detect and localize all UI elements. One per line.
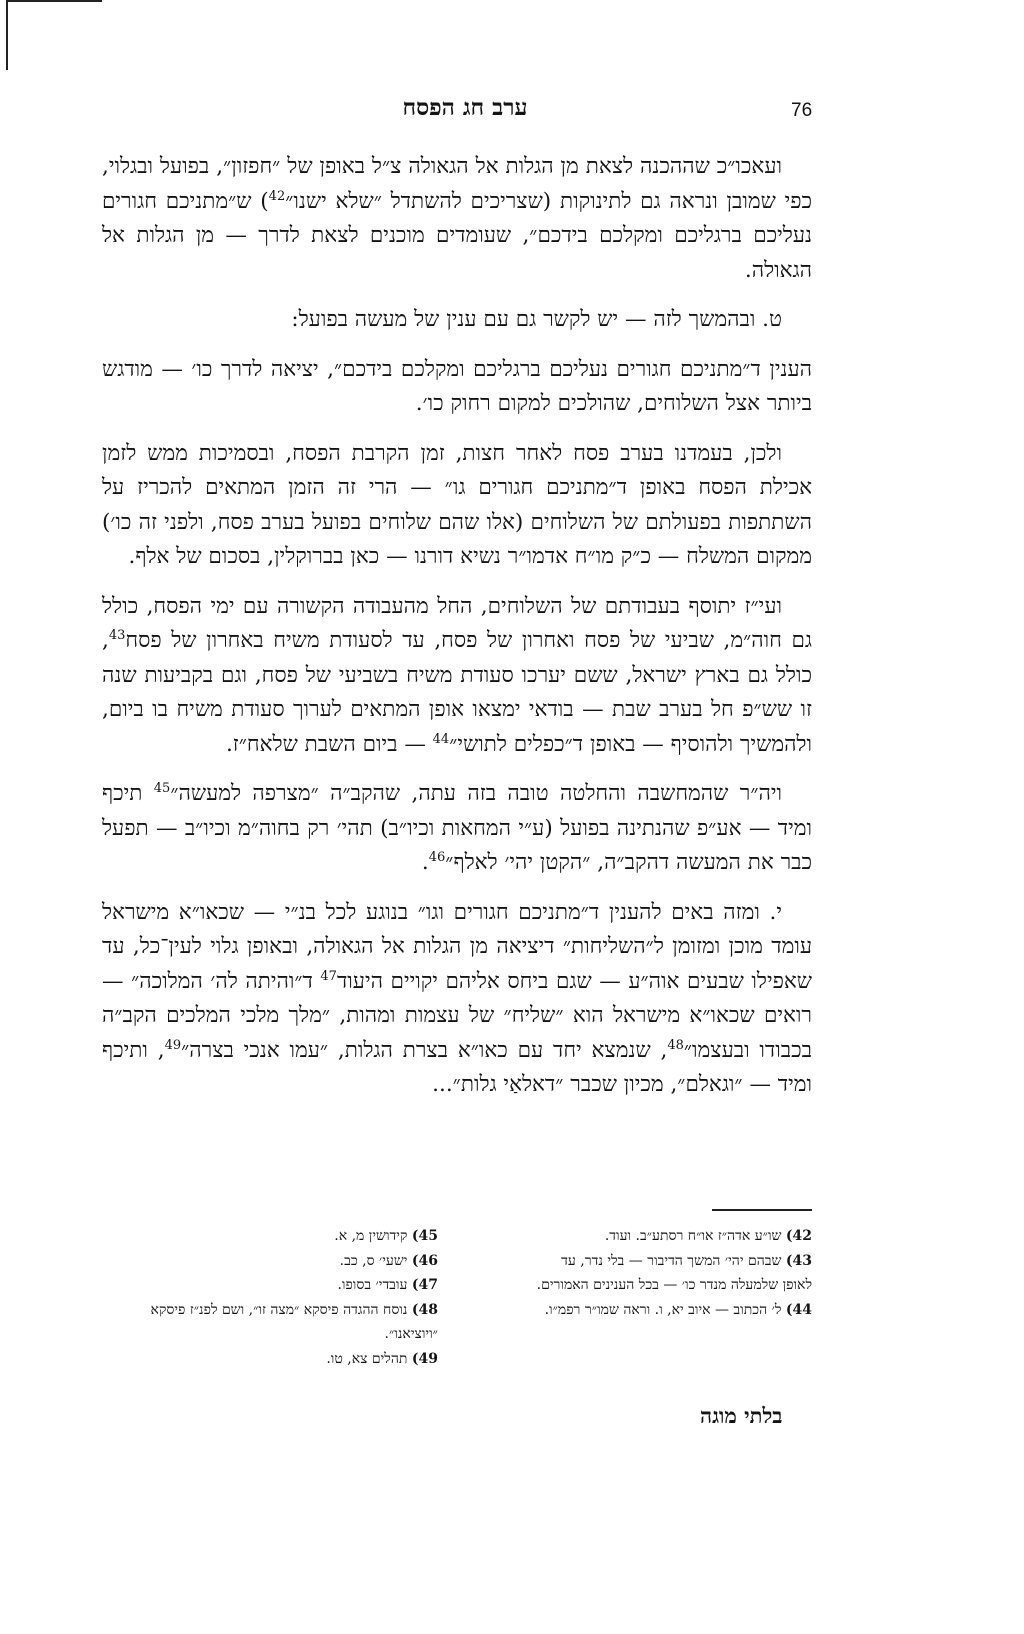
paragraph-p5 xyxy=(102,590,812,763)
paragraph-text: הענין ד״מתניכם חגורים נעליכם ברגליכם ומקלכם בידכם״, יציאה לדרך כו׳ — מודגש ביותר אצל השלוחים, שהולכים למקום רחוק כו׳. xyxy=(102,356,812,416)
scan-border-horizontal xyxy=(6,0,102,2)
footnote xyxy=(536,1249,812,1298)
footnote-text: שו״ע אדה״ז או״ח רסתע״ב. ועוד. xyxy=(604,1228,782,1244)
footnotes-right-column xyxy=(536,1224,812,1322)
footnote-ref: 45 xyxy=(153,780,171,796)
footnote-text: נוסח ההגדה פיסקא ״מצה זו״, ושם לפנ״ז פיסקא ״ויוציאנו״. xyxy=(150,1301,438,1342)
footnote-number: 42) xyxy=(785,1228,812,1244)
footnote-number: 49) xyxy=(411,1350,438,1367)
footnote-number: 48) xyxy=(411,1301,438,1318)
paragraph-text: , שנמצא יחד עם כאו״א בצרת הגלות, ״עמו אנכי בצרה״ xyxy=(181,1037,668,1063)
paragraph-text: , כולל גם בארץ ישראל, ששם יערכו סעודת משיח בשביעי של פסח, וגם בקביעות שנה זו שש״פ חל בערב שבת — בודאי ימצאו אופן המתאים לערוך סעודת משיח בו ביום, ולהמשיך ולהוסיף — באופן ד״כפלים לתושי״ xyxy=(102,628,812,757)
paragraph-text: , ותיכף ומיד — ״וגאלם״, מכיון שכבר ״דאלאַי גלות״... xyxy=(102,1037,812,1097)
footnote-text: קידושין מ, א. xyxy=(334,1228,408,1244)
paragraph-text: ולכן, בעמדנו בערב פסח לאחר חצות, זמן הקרבת הפסח, ובסמיכות ממש לזמן אכילת הפסח באופן ד״מתניכם חגורים גו״ — הרי זה הזמן המתאים להכריז על השתתפות בפעולתם של השלוחים (אלו שהם שלוחים בפועל בערב פסח, ולפני זה כו׳) ממקום המשלח — כ״ק מו״ח אדמו״ר נשיא דורנו — כאן בברוקלין, בסכום של אלף. xyxy=(102,440,812,569)
footnote-text: ישעי׳ ס, כב. xyxy=(339,1252,408,1269)
paragraph-p4 xyxy=(102,437,812,575)
footnote-number: 46) xyxy=(411,1252,438,1269)
footnote-ref: 44 xyxy=(432,731,450,747)
footnote-number: 44) xyxy=(785,1301,812,1318)
body-text xyxy=(102,150,812,1118)
footnote xyxy=(112,1347,438,1372)
paragraph-p2 xyxy=(102,303,812,338)
footnote xyxy=(112,1249,438,1274)
footnote-ref: 48 xyxy=(667,1037,684,1053)
bottom-note: בלתי מוגה xyxy=(700,1403,783,1428)
paragraph-text: ועאכו״כ שההכנה לצאת מן הגלות אל הגאולה צ״ל באופן של ״חפזון״, בפועל ובגלוי, כפי שמובן ונראה גם לתינוקות (שצריכים להשתדל ״שלא ישנו״ xyxy=(102,154,813,214)
footnote-number: 45) xyxy=(411,1228,438,1244)
paragraph-text: ועי״ז יתוסף בעבודתם של השלוחים, החל מהעבודה הקשורה עם ימי הפסח, כולל גם חוה״מ, שביעי של פסח ואחרון של פסח, עד לסעודת משיח באחרון של פסח xyxy=(102,593,812,653)
paragraph-text: . xyxy=(421,850,429,875)
footnote-ref: 43 xyxy=(108,627,126,643)
footnote-number: 43) xyxy=(785,1252,812,1269)
running-head: ערב חג הפסח xyxy=(402,94,528,121)
footnote-ref: 47 xyxy=(320,968,337,984)
paragraph-p6 xyxy=(102,777,812,881)
paragraph-text: ויה״ר שהמחשבה והחלטה טובה בזה עתה, שהקב״ה ״מצרפה למעשה״ xyxy=(170,781,782,806)
footnote-divider xyxy=(712,1209,812,1211)
paragraph-text: י. ומזה באים להענין ד״מתניכם חגורים וגו״ בנוגע לכל בנ״י — שכאו״א מישראל עומד מוכן ומזומן ל״השליחות״ דיציאה מן הגלות אל הגאולה, ובאופן גלוי לעין־כל, עד שאפילו שבעים אוה״ע — שגם ביחס אליהם יקויים היעוד xyxy=(102,899,812,994)
footnote-ref: 49 xyxy=(164,1037,182,1053)
footnotes-left-column xyxy=(112,1224,438,1371)
paragraph-p3 xyxy=(102,353,812,422)
footnote-text: תהלים צא, טו. xyxy=(326,1350,408,1367)
footnote-number: 47) xyxy=(411,1277,438,1293)
scan-border-vertical xyxy=(6,0,8,70)
paragraph-text: תיכף ומיד — אע״פ שהנתינה בפועל (ע״י המחאות וכיו״ב) תהי׳ רק בחוה״מ וכיו״ב — תפעל כבר את המעשה דהקב״ה, ״הקטן יהי׳ לאלף״ xyxy=(102,781,812,875)
paragraph-p1 xyxy=(102,150,812,288)
footnote-ref: 42 xyxy=(268,188,286,204)
footnote-text: שבהם יהי׳ המשך הדיבור — בלי נדר, עד לאופן שלמעלה מנדר כו׳ — בכל הענינים האמורים. xyxy=(536,1252,812,1293)
footnote-ref: 46 xyxy=(428,849,446,865)
footnote xyxy=(112,1298,438,1347)
paragraph-text: ט. ובהמשך לזה — יש לקשר גם עם ענין של מעשה בפועל: xyxy=(291,307,782,332)
footnote xyxy=(112,1224,438,1249)
footnote xyxy=(536,1298,812,1323)
paragraph-p7 xyxy=(102,896,812,1103)
footnote-text: עובדי׳ בסופו. xyxy=(337,1277,408,1293)
paragraph-text: ) ש״מתניכם חגורים נעליכם ברגליכם ומקלכם בידכם״, שעומדים מוכנים לצאת לדרך — מן הגלות אל הגאולה. xyxy=(102,188,812,283)
page-number: 76 xyxy=(791,100,813,121)
footnote-text: ל׳ הכתוב — איוב יא, ו. וראה שמו״ר רפמ״ו. xyxy=(544,1301,782,1318)
footnote xyxy=(112,1273,438,1298)
footnote xyxy=(536,1224,812,1249)
paragraph-text: — ביום השבת שלאח״ז. xyxy=(225,731,433,757)
paragraph-text: ד״והיתה לה׳ המלוכה״ — רואים שכאו״א מישראל הוא ״שליח״ של עצמות ומהות, ״מלך מלכי המלכים הקב״ה בכבודו ובעצמו״ xyxy=(102,968,812,1063)
